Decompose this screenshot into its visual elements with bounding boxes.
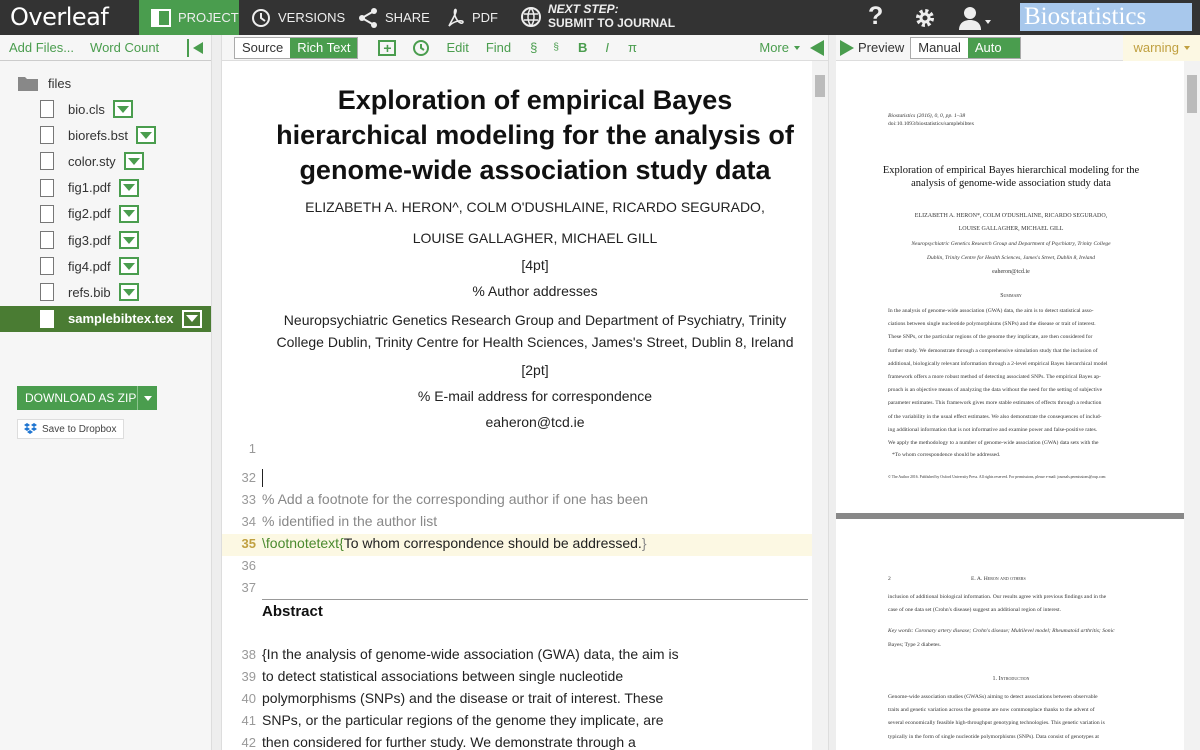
auto-compile-button[interactable]: Auto (968, 38, 1020, 58)
pdf-page-1 (836, 61, 1186, 513)
code-line[interactable] (262, 469, 263, 487)
file-item[interactable] (0, 96, 211, 122)
file-menu-button[interactable] (119, 231, 139, 249)
pdf-copyright: © The Author 2016. Published by Oxford University Press. All rights reserved. For permissions, please e-mail: journals.permissions@oup.com (888, 475, 1106, 479)
file-icon (40, 231, 54, 249)
file-icon (40, 152, 54, 170)
word-count-link[interactable]: Word Count (90, 40, 160, 55)
preview-toolbar (836, 35, 1200, 61)
code-text: to detect statistical associations between single nucleotide (262, 668, 624, 684)
next-step-label: NEXT STEP: (548, 2, 619, 16)
file-icon (40, 257, 54, 275)
warning-menu[interactable] (1123, 35, 1200, 61)
project-icon (151, 9, 171, 27)
submit-to-journal-button[interactable] (520, 3, 675, 31)
rich-text-editor[interactable] (222, 61, 828, 750)
collapse-editor-icon[interactable] (810, 40, 824, 56)
pdf-text-line: case of one data set (Crohn's disease) suggest an additional region of interest. (888, 607, 1061, 614)
dropbox-icon (24, 423, 37, 435)
pdf-page-number: 2 (888, 576, 891, 582)
code-line[interactable] (262, 668, 623, 684)
download-options-caret[interactable] (137, 386, 157, 410)
pdf-text-line: framework offers a more robust method of detecting associated SNPs. The empirical Bayes ap- (888, 374, 1101, 381)
line-number: 1 (248, 441, 256, 456)
more-label: More (759, 40, 789, 55)
file-menu-button[interactable] (119, 179, 139, 197)
history-icon[interactable] (412, 39, 430, 57)
chevron-down-icon (985, 20, 991, 24)
file-icon (40, 205, 54, 223)
pdf-text-line: ing additional information that is not informative and examine power and false-positive rates. (888, 426, 1098, 433)
left-divider[interactable] (212, 35, 222, 750)
file-menu-button[interactable] (124, 152, 144, 170)
math-button[interactable]: π (627, 40, 637, 55)
file-item[interactable] (0, 148, 211, 174)
file-name: fig1.pdf (68, 180, 111, 196)
file-name: samplebibtex.tex (68, 311, 174, 327)
versions-button[interactable]: VERSIONS (251, 0, 345, 35)
share-button[interactable]: SHARE (358, 0, 430, 35)
abstract-heading: Abstract (262, 603, 323, 620)
pdf-affiliation-2: Dublin, Trinity Centre for Health Sciences, James's Street, Dublin 8, Ireland (927, 255, 1095, 261)
pdf-text-line: proach is an objective means of analyzing the data without the need for the setting of subjective (888, 387, 1103, 394)
abstract-rule (262, 599, 808, 600)
pdf-summary (888, 305, 1128, 450)
file-name: biorefs.bst (68, 127, 128, 143)
user-menu[interactable] (958, 6, 991, 30)
file-name: refs.bib (68, 284, 111, 300)
line-number: 34 (241, 514, 256, 529)
code-line[interactable] (262, 513, 437, 529)
pdf-footnote: *To whom correspondence should be addressed. (892, 452, 1001, 458)
overleaf-logo[interactable]: Overleaf (10, 3, 109, 31)
file-item[interactable] (0, 227, 211, 253)
project-button[interactable]: PROJECT (139, 0, 239, 35)
pdf-text-line: We apply the methodology to a number of genome-wide association (GWA) data sets with the (888, 440, 1099, 447)
italic-button[interactable]: I (605, 40, 609, 55)
author-addresses-comment: % Author addresses (472, 283, 598, 299)
line-number: 33 (241, 492, 256, 507)
authors-line-1: ELIZABETH A. HERON^, COLM O'DUSHLAINE, RICARDO SEGURADO, (305, 199, 765, 215)
code-text: % Add a footnote for the corresponding author if one has been (262, 491, 649, 507)
warning-label: warning (1133, 40, 1179, 55)
text-cursor (262, 469, 263, 487)
top-bar (0, 0, 1200, 35)
pdf-text-line: typically in the form of single nucleotide polymorphisms (SNPs). Data consist of genotypes at (888, 733, 1099, 740)
code-text: SNPs, or the particular regions of the genome they implicate, are (262, 712, 664, 728)
line-number: 41 (241, 713, 256, 728)
file-menu-button[interactable] (119, 283, 139, 301)
pdf-button[interactable]: PDF (447, 0, 498, 35)
pdf-text-line: traits and genetic variation across the genome are now commonplace thanks to the advent of (888, 707, 1095, 714)
brace-close: } (641, 535, 647, 551)
pdf-text-line: These SNPs, or the particular regions of the genome they implicate, are then considered for (888, 334, 1093, 341)
file-tree-toolbar (0, 35, 211, 61)
file-icon (40, 126, 54, 144)
download-zip-label: DOWNLOAD AS ZIP (25, 391, 137, 405)
pdf-keywords-1: Key words: Coronary artery disease; Crohn's disease; Multilevel model; Rheumatoid arthritis; Sonic (888, 628, 1115, 634)
file-icon (40, 100, 54, 118)
collapse-panel-icon[interactable] (187, 39, 207, 57)
pdf-affiliation-1: Neuropsychiatric Genetics Research Group and Department of Psychiatry, Trinity College (911, 241, 1111, 247)
chevron-down-icon (794, 46, 800, 50)
code-line[interactable] (262, 690, 663, 706)
insert-comment-icon[interactable]: + (378, 40, 396, 56)
edit-menu[interactable]: Edit (446, 40, 469, 55)
line-number: 35 (241, 536, 256, 551)
file-item[interactable] (0, 306, 211, 332)
pdf-summary-heading: Summary (1000, 293, 1022, 299)
pdf-text-line: In the analysis of genome-wide association (GWA) data, the aim is to detect statistical asso- (888, 308, 1094, 314)
help-icon[interactable]: ? (868, 2, 884, 30)
pdf-text-line: of the variability in the usual effect estimates. We also demonstrate the consequences of includ- (888, 413, 1102, 420)
editor-toolbar (222, 35, 828, 61)
editor-mode-toggle[interactable] (234, 37, 358, 59)
folder-label: files (48, 75, 72, 91)
play-icon (840, 40, 854, 56)
spacing-4pt: [4pt] (521, 257, 549, 273)
journal-title: Biostatistics (1020, 3, 1192, 31)
code-text: polymorphisms (SNPs) and the disease or trait of interest. These (262, 690, 664, 706)
file-tree-panel (0, 35, 212, 750)
file-item[interactable] (0, 201, 211, 227)
pdf-page2-text-b (888, 691, 1128, 744)
file-icon (40, 179, 54, 197)
affiliation: Neuropsychiatric Genetics Research Group and Department of Psychiatry, Trinity College Dublin, Trinity Centre for Health Sciences, James's Street, Dublin 8, Ireland (276, 312, 794, 350)
pdf-email: eaheron@tcd.ie (992, 269, 1030, 275)
email-comment: % E-mail address for correspondence (417, 388, 653, 404)
latex-command: \footnotetext (262, 535, 340, 551)
globe-icon (520, 6, 542, 28)
line-number: 38 (241, 647, 256, 662)
file-item[interactable] (0, 175, 211, 201)
find-button[interactable]: Find (485, 40, 512, 55)
file-name: bio.cls (68, 101, 105, 117)
pdf-text-line: several economically feasible high-throughput genotyping technologies. This genetic variation is (888, 720, 1105, 727)
pdf-text-line: additional, biologically relevant information through a 2-level empirical Bayes hierarchical model (888, 360, 1108, 367)
authors-line-2: LOUISE GALLAGHER, MICHAEL GILL (412, 230, 658, 246)
user-icon (958, 6, 982, 30)
download-zip-button[interactable] (17, 386, 157, 410)
line-number: 39 (241, 669, 256, 684)
clock-icon (251, 8, 271, 28)
pdf-section-heading: 1. Introduction (992, 676, 1030, 682)
bold-button[interactable]: B (577, 40, 588, 55)
footnote-text: To whom correspondence should be addressed. (343, 535, 642, 551)
email: eaheron@tcd.ie (485, 414, 585, 430)
pdf-title: Exploration of empirical Bayes hierarchical modeling for the analysis of genome-wide association study data (882, 165, 1140, 189)
pdf-keywords-2: Bayes; Type 2 diabetes. (888, 642, 941, 648)
pdf-text-line: inclusion of additional biological information. Our results agree with previous findings and in the (888, 594, 1107, 600)
folder-files[interactable] (0, 70, 211, 96)
manual-compile-button[interactable]: Manual (911, 38, 968, 58)
code-text: {In the analysis of genome-wide association (GWA) data, the aim is (262, 646, 679, 662)
add-files-link[interactable]: Add Files... (9, 40, 75, 55)
share-icon (358, 8, 378, 28)
document-title: Exploration of empirical Bayes hierarchical modeling for the analysis of genome-wide association study data (276, 85, 794, 185)
chevron-down-icon (1184, 46, 1190, 50)
pdf-page2-text-a (888, 591, 1128, 617)
file-menu-button[interactable] (119, 205, 139, 223)
pdf-authors-1: ELIZABETH A. HERON*, COLM O'DUSHLAINE, RICARDO SEGURADO, (914, 213, 1108, 219)
file-menu-button[interactable] (136, 126, 156, 144)
preview-button[interactable] (840, 40, 904, 56)
line-number: 37 (241, 580, 256, 595)
file-icon (40, 283, 54, 301)
code-line[interactable] (262, 491, 648, 507)
more-menu[interactable] (759, 40, 800, 55)
pdf-text-line: Genome-wide association studies (GWASs) aiming to detect associations between observable (888, 694, 1098, 700)
file-menu-button[interactable] (182, 310, 202, 328)
pdf-icon (447, 8, 465, 28)
journal-doi: doi:10.1093/biostatistics/samplebibtex (888, 121, 975, 127)
file-name: fig4.pdf (68, 258, 111, 274)
preview-scroll-thumb[interactable] (1187, 75, 1197, 113)
file-name: color.sty (68, 153, 116, 169)
file-name: fig2.pdf (68, 206, 111, 222)
preview-scrollbar[interactable] (1184, 61, 1200, 750)
editor-scrollbar[interactable] (812, 61, 828, 750)
compile-mode-toggle[interactable] (910, 37, 1021, 59)
gear-icon[interactable] (913, 6, 937, 30)
section-button[interactable]: § (530, 40, 538, 55)
save-to-dropbox-button[interactable] (17, 419, 124, 439)
pdf-running-head: E. A. Heron and others (971, 576, 1026, 582)
code-line[interactable] (262, 734, 636, 750)
preview-label: Preview (858, 40, 905, 55)
file-item[interactable] (0, 279, 211, 305)
pdf-text-line: ciations between single nucleotide polymorphisms (SNPs) and the disease or trait of interest. (888, 321, 1096, 328)
editor-scroll-thumb[interactable] (815, 75, 825, 97)
file-menu-button[interactable] (113, 100, 133, 118)
right-divider[interactable] (828, 35, 836, 750)
line-number: 40 (241, 691, 256, 706)
source-mode-button[interactable]: Source (235, 38, 290, 58)
line-number: 32 (241, 470, 256, 485)
folder-icon (18, 76, 38, 91)
line-number: 42 (241, 735, 256, 750)
next-step-action: SUBMIT TO JOURNAL (548, 16, 676, 30)
save-dropbox-label: Save to Dropbox (42, 423, 117, 435)
file-menu-button[interactable] (119, 257, 139, 275)
file-name: fig3.pdf (68, 232, 111, 248)
code-text: then considered for further study. We demonstrate through a (262, 734, 636, 750)
code-line[interactable] (262, 646, 679, 662)
code-text: % identified in the author list (262, 513, 438, 529)
file-icon (40, 310, 54, 328)
pdf-authors-2: LOUISE GALLAGHER, MICHAEL GILL (958, 226, 1064, 232)
line-number: 36 (241, 558, 256, 573)
pdf-text-line: parameter estimates. This framework gives more stable estimates of effects through a reduction (888, 400, 1102, 407)
rich-text-mode-button[interactable]: Rich Text (290, 38, 357, 58)
file-item[interactable] (0, 122, 211, 148)
journal-citation: Biostatistics (2016), 0, 0, pp. 1–38 (888, 113, 966, 119)
brace-open: { (339, 535, 344, 551)
code-line[interactable] (262, 535, 647, 551)
pdf-preview[interactable] (836, 61, 1200, 750)
file-item[interactable] (0, 253, 211, 279)
pdf-page-2 (836, 519, 1186, 750)
subsection-button[interactable]: § (553, 42, 559, 53)
pdf-text-line: further study. We demonstrate through a comprehensive simulation study that the inclusion of (888, 347, 1098, 354)
spacing-2pt: [2pt] (521, 362, 549, 378)
code-line[interactable] (262, 712, 664, 728)
